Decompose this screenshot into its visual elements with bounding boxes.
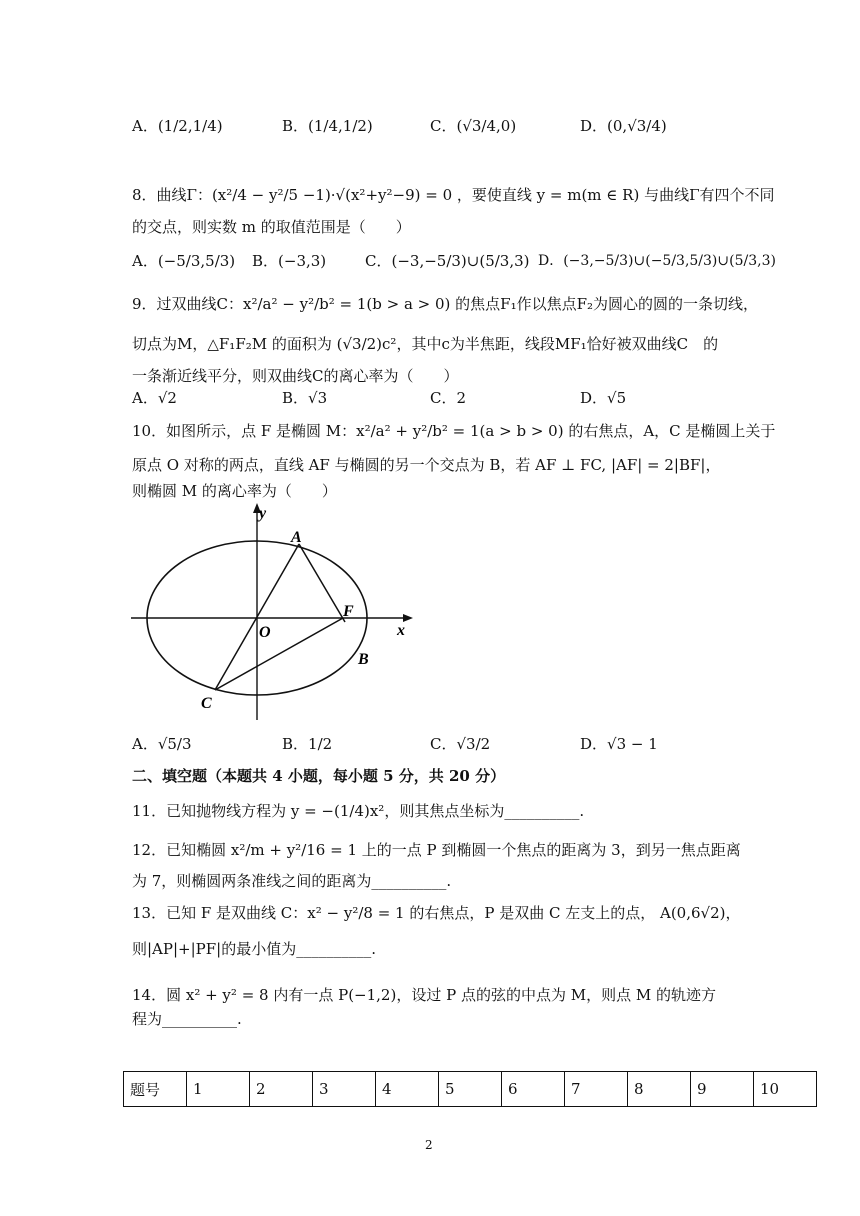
answer-table [123, 1071, 817, 1107]
label-B: B [358, 651, 369, 668]
q7-option-d: D．(0,√3/4) [580, 117, 667, 135]
answer-table-cell: 7 [565, 1072, 628, 1107]
answer-table-cell: 10 [754, 1072, 817, 1107]
label-y: y [259, 505, 267, 522]
q9-option-a: A．√2 [132, 389, 177, 407]
q10-stem-line1: 10．如图所示，点 F 是椭圆 M：x²/a² + y²/b² = 1(a > b > 0) 的右焦点，A，C 是椭圆上关于 [132, 422, 776, 440]
x-axis-arrow [403, 614, 413, 622]
q9-stem-line2: 切点为M，△F₁F₂M 的面积为 (√3/2)c²，其中c为半焦距，线段MF₁恰好被双曲线C 的 [132, 335, 719, 353]
q13-stem-line1: 13．已知 F 是双曲线 C：x² − y²/8 = 1 的右焦点，P 是双曲 C 左支上的点， A(0,6√2)， [132, 904, 741, 922]
answer-table-cell: 3 [313, 1072, 376, 1107]
q12-stem-line1: 12．已知椭圆 x²/m + y²/16 = 1 上的一点 P 到椭圆一个焦点的距离为 3，到另一焦点距离 [132, 841, 741, 859]
answer-table-cell: 5 [439, 1072, 502, 1107]
q10-option-d: D．√3 − 1 [580, 735, 658, 753]
q9-option-c: C．2 [430, 389, 467, 407]
q8-stem-line2: 的交点，则实数 m 的取值范围是（ ） [132, 218, 411, 236]
q9-stem-line3: 一条渐近线平分，则双曲线C的离心率为（ ） [132, 367, 459, 385]
q14-stem-line2: 程为__________. [132, 1010, 242, 1028]
answer-table-row [124, 1072, 817, 1107]
q8-option-d: D．(−3,−5/3)∪(−5/3,5/3)∪(5/3,3) [538, 253, 776, 269]
answer-table-cell: 9 [691, 1072, 754, 1107]
label-O: O [259, 624, 271, 641]
q8-option-b: B．(−3,3) [252, 252, 327, 270]
q9-option-d: D．√5 [580, 389, 627, 407]
q10-option-a: A．√5/3 [132, 735, 192, 753]
q7-option-b: B．(1/4,1/2) [282, 117, 373, 135]
q8-stem-line1: 8．曲线Γ：(x²/4 − y²/5 −1)·√(x²+y²−9) = 0 ，要使直线 y = m(m ∈ R) 与曲线Γ有四个不同 [132, 186, 775, 204]
answer-table-cell: 2 [250, 1072, 313, 1107]
ellipse-figure [125, 500, 425, 725]
label-F: F [343, 603, 354, 620]
q12-stem-line2: 为 7，则椭圆两条准线之间的距离为__________. [132, 872, 452, 890]
q11-stem: 11．已知抛物线方程为 y = −(1/4)x²，则其焦点坐标为__________. [132, 802, 585, 820]
q7-option-c: C．(√3/4,0) [430, 117, 517, 135]
q9-option-b: B．√3 [282, 389, 328, 407]
q9-stem-line1: 9．过双曲线C：x²/a² − y²/b² = 1(b > a > 0) 的焦点F₁作以焦点F₂为圆心的圆的一条切线， [132, 295, 759, 313]
q10-option-b: B．1/2 [282, 735, 333, 753]
q8-option-c: C．(−3,−5/3)∪(5/3,3) [365, 252, 530, 270]
q10-option-c: C．√3/2 [430, 735, 491, 753]
section2-title: 二、填空题（本题共 4 小题，每小题 5 分，共 20 分） [132, 767, 506, 785]
q7-option-a: A．(1/2,1/4) [132, 117, 223, 135]
page-number: 2 [425, 1138, 433, 1152]
answer-table-cell: 6 [502, 1072, 565, 1107]
label-A: A [291, 529, 302, 546]
answer-table-cell: 4 [376, 1072, 439, 1107]
q8-option-a: A．(−5/3,5/3) [132, 252, 236, 270]
label-x: x [397, 622, 405, 639]
label-C: C [201, 695, 212, 712]
answer-table-cell: 1 [187, 1072, 250, 1107]
answer-table-cell: 题号 [124, 1072, 187, 1107]
q13-stem-line2: 则|AP|+|PF|的最小值为__________. [132, 940, 376, 958]
answer-table-cell: 8 [628, 1072, 691, 1107]
q10-stem-line2: 原点 O 对称的两点，直线 AF 与椭圆的另一个交点为 B，若 AF ⊥ FC, |AF| = 2|BF|， [132, 456, 721, 474]
q10-stem-line3: 则椭圆 M 的离心率为（ ） [132, 482, 337, 500]
q14-stem-line1: 14．圆 x² + y² = 8 内有一点 P(−1,2)，设过 P 点的弦的中点为 M，则点 M 的轨迹方 [132, 986, 716, 1004]
